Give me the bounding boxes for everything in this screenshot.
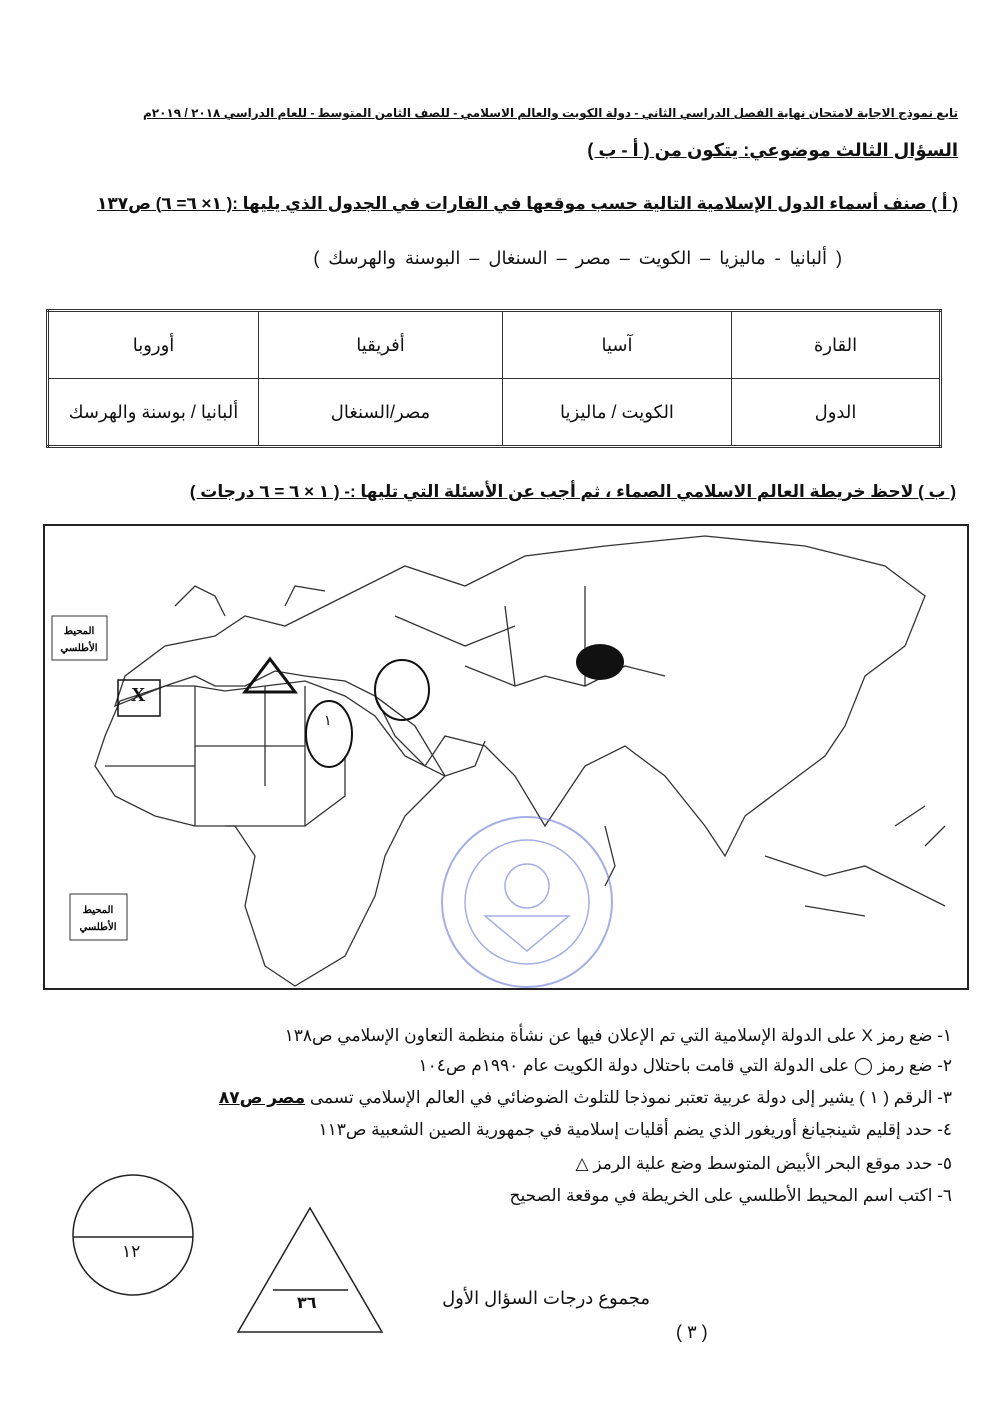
table-cell: أفريقيا <box>259 311 503 379</box>
atlantic-label-south <box>70 894 127 940</box>
question-5: ٥- حدد موقع البحر الأبيض المتوسط وضع علية الرمز △ <box>575 1154 952 1173</box>
xinjiang-marker <box>576 644 624 680</box>
continents-table <box>46 309 942 448</box>
section-title: السؤال الثالث موضوعي: يتكون من ( أ - ب ) <box>587 140 958 160</box>
question-4: ٤- حدد إقليم شينجيانغ أوريغور الذي يضم أقليات إسلامية في جمهورية الصين الشعبية ص١١٣ <box>318 1120 952 1139</box>
svg-text:المحيط: المحيط <box>82 905 114 916</box>
question-6: ٦- اكتب اسم المحيط الأطلسي على الخريطة في موقعة الصحيح <box>509 1186 952 1205</box>
svg-text:الأطلسي: الأطلسي <box>60 643 98 654</box>
islamic-world-map <box>43 524 969 990</box>
stamp <box>442 817 612 987</box>
svg-text:الأطلسي: الأطلسي <box>79 922 117 933</box>
table-cell: الدول <box>732 379 941 447</box>
table-cell: القارة <box>732 311 941 379</box>
atlantic-label-north <box>52 616 107 660</box>
table-cell: مصر/السنغال <box>259 379 503 447</box>
x-mark-label: X <box>131 684 146 706</box>
triangle-score: ٣٦ <box>297 1295 317 1312</box>
question-1: ١- ضع رمز X على الدولة الإسلامية التي تم الإعلان فيها عن نشأة منظمة التعاون الإسلامي ص١٣٨ <box>284 1026 952 1045</box>
page-header: تابع نموذج الاجابة لامتحان نهاية الفصل الدراسي الثاني - دولة الكويت والعالم الاسلامي - للصف الثامن المتوسط - للعام الدراسي ٢٠١٨ / ٢٠١٩م <box>142 106 958 120</box>
countries-list: ( ألبانيا - ماليزيا – الكويت – مصر – السنغال – البوسنة والهرسك ) <box>313 248 842 268</box>
table-cell: آسيا <box>503 311 732 379</box>
part-a-instruction: ( أ ) صنف أسماء الدول الإسلامية التالية حسب موقعها في القارات في الجدول الذي يليها :( ١× ٦= ٦) ص١٣٧ <box>96 194 958 213</box>
question-3-text: ٣- الرقم ( ١ ) يشير إلى دولة عربية تعتبر نموذجا للتلوث الضوضائي في العالم الإسلامي تسمى <box>309 1088 952 1107</box>
question-2: ٢- ضع رمز ◯ على الدولة التي قامت باحتلال دولة الكويت عام ١٩٩٠م ص١٠٤ <box>418 1056 952 1075</box>
table-cell: ألبانيا / بوسنة والهرسك <box>48 379 259 447</box>
svg-text:المحيط: المحيط <box>63 626 95 637</box>
question-3-answer: مصر ص٨٧ <box>218 1088 306 1107</box>
circle-score: ١٢ <box>122 1242 141 1261</box>
part-b-instruction: ( ب ) لاحظ خريطة العالم الاسلامي الصماء ، ثم أجب عن الأسئلة التي تليها :- ( ١ × ٦ = ٦ درجات ) <box>189 482 956 501</box>
score-triangle <box>238 1208 382 1332</box>
table-header-row <box>48 311 941 379</box>
table-cell: الكويت / ماليزيا <box>503 379 732 447</box>
score-circle <box>73 1175 193 1295</box>
egypt-number-marker <box>306 701 352 767</box>
page-number: ( ٣ ) <box>676 1322 708 1342</box>
question-3 <box>100 1088 952 1108</box>
total-score-label: مجموع درجات السؤال الأول <box>442 1288 650 1308</box>
number-mark-label: ١ <box>324 712 332 728</box>
map-outlines <box>95 536 945 986</box>
iraq-circle-marker <box>375 660 429 720</box>
score-shapes <box>0 1160 400 1340</box>
table-row <box>48 379 941 447</box>
table-cell: أوروبا <box>48 311 259 379</box>
